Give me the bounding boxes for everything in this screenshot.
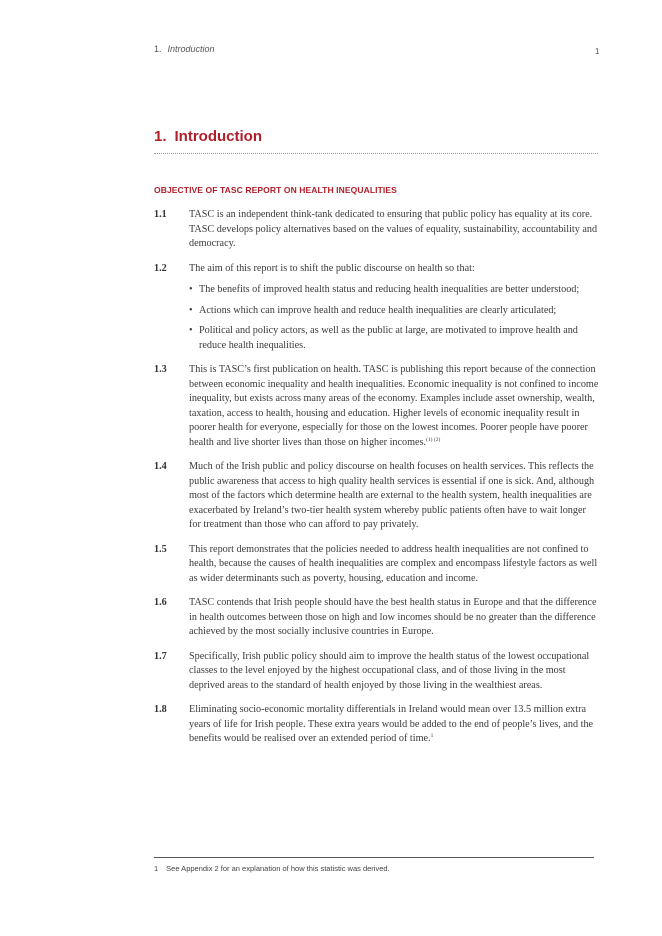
paragraph-1-5 (154, 543, 600, 587)
paragraph-1-6 (154, 596, 600, 640)
footnote-text: See Appendix 2 for an explanation of how this statistic was derived. (166, 864, 390, 873)
paragraph-1-4 (154, 460, 600, 533)
running-header-title: Introduction (167, 44, 215, 54)
paragraph-number: 1.1 (154, 209, 167, 220)
citation-marker: (1) (2) (426, 436, 441, 443)
paragraph-text: This is TASC’s first publication on health. TASC is publishing this report because of the connection between economic inequality and health inequalities. Economic inequality is not confined to income inequality, but exists across many areas of the economy. Examples include asset ownership, wealth, taxation, access to health, housing and education. Higher levels of economic inequality result in poorer health for everyone, especially for those on the lowest incomes. Poorer people have poorer health and live shorter lives than those on higher incomes. (189, 364, 599, 448)
paragraph-text: This report demonstrates that the policies needed to address health inequalities are not confined to health, because the causes of health inequalities are complex and encompass lifestyle factors as well as wider determinants such as poverty, housing, education and income. (189, 543, 598, 584)
footnote-number: 1 (154, 864, 159, 873)
bullet-list (189, 283, 600, 353)
chapter-title (154, 128, 262, 145)
paragraph-text: Much of the Irish public and policy discourse on health focuses on health services. This reflects the public awareness that access to high quality health services is essential if one is sick. And, although most of the factors which determine health are external to the health system, health inequalities are exacerbated by Ireland’s two-tier health system whereby public patients often have to wait longer for treatment than those who can afford to pay privately. (189, 461, 595, 530)
paragraph-number: 1.8 (154, 704, 167, 715)
paragraph-text: Eliminating socio-economic mortality differentials in Ireland would mean over 13.5 million extra years of life for Irish people. These extra years would be added to the end of people’s lives, and the benefits would be realised over an extended period of time. (189, 704, 594, 744)
paragraph-1-7 (154, 650, 600, 694)
footnote-divider (154, 857, 594, 858)
list-item: • The benefits of improved health status and reducing health inequalities are better understood; (189, 284, 580, 295)
paragraph-number: 1.6 (154, 597, 167, 608)
paragraph-number: 1.4 (154, 461, 167, 472)
paragraph-number: 1.5 (154, 543, 167, 555)
paragraph-text: The aim of this report is to shift the public discourse on health so that: (189, 262, 475, 274)
paragraph-number: 1.3 (154, 364, 167, 375)
footnote-marker: 1 (430, 733, 434, 739)
list-item: • Political and policy actors, as well as the public at large, are motivated to improve health and reduce health inequalities. (189, 325, 578, 351)
paragraph-text: Specifically, Irish public policy should aim to improve the health status of the lowest occupational classes to the level enjoyed by the highest occupational class, and of those living in the most deprived areas to the standard of health enjoyed by those living in the wealthiest areas. (189, 650, 590, 691)
running-header (154, 44, 215, 54)
paragraph-1-1 (154, 208, 600, 252)
page-number: 1 (595, 47, 600, 56)
paragraph-1-3 (154, 363, 600, 450)
paragraph-text: TASC is an independent think-tank dedicated to ensuring that public policy has equality at its core. TASC develops policy alternatives based on the values of equality, sustainability, accountability and democracy. (189, 209, 598, 249)
paragraph-number: 1.7 (154, 650, 167, 662)
chapter-number: 1. (154, 128, 167, 145)
footnote (154, 864, 390, 873)
chapter-title-text: Introduction (174, 128, 262, 145)
paragraph-1-8 (154, 703, 600, 747)
paragraph-text: TASC contends that Irish people should have the best health status in Europe and that the difference in health outcomes between those on high and low incomes should be no greater than the difference achieved by the most socially inclusive countries in Europe. (189, 597, 597, 637)
paragraph-number: 1.2 (154, 262, 167, 274)
title-divider (154, 153, 598, 154)
section-heading: OBJECTIVE OF TASC REPORT ON HEALTH INEQUALITIES (154, 185, 397, 195)
running-header-number: 1. (154, 44, 162, 54)
paragraph-1-2 (154, 262, 600, 354)
list-item: • Actions which can improve health and reduce health inequalities are clearly articulated; (189, 304, 557, 316)
body-text (154, 208, 600, 757)
